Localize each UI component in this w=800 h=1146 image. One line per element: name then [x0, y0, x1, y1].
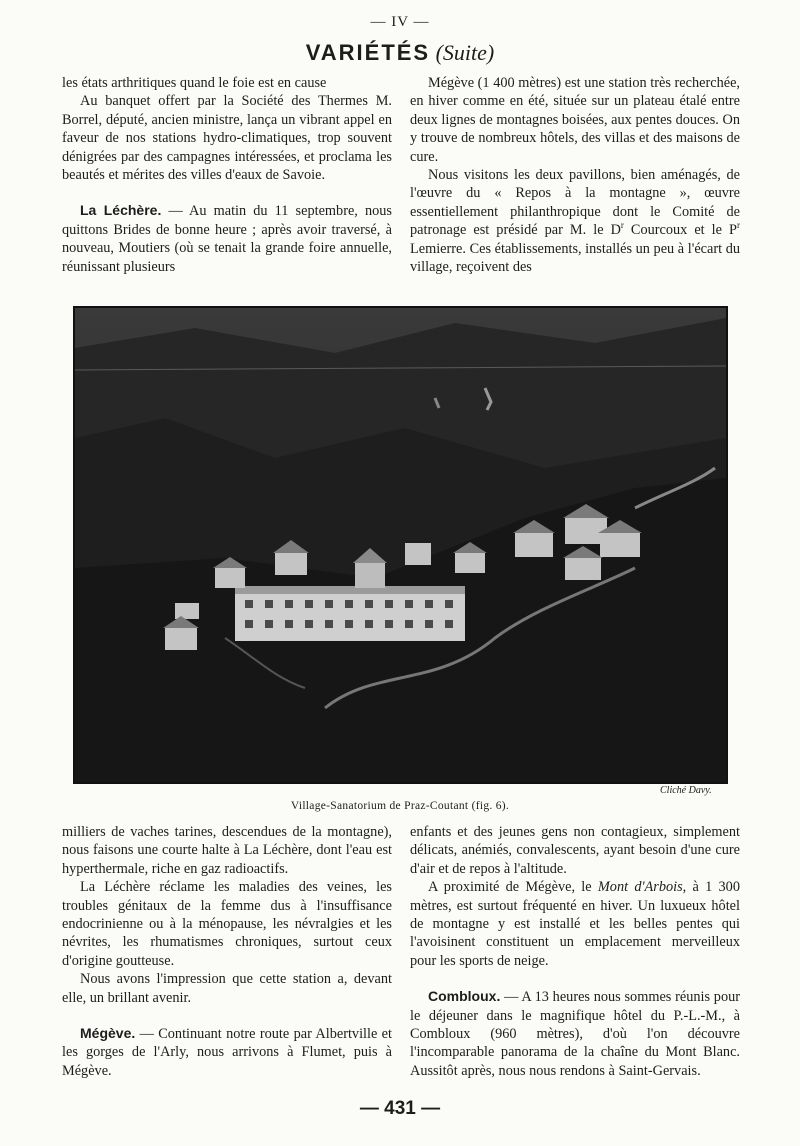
- paragraph: enfants et des jeunes gens non contagieux, simplement délicats, anémiés, convalescents, ayant besoin d'une cure d'air et de repos à l'altitude.: [410, 824, 740, 877]
- paragraph-text: A proximité de Mégève, le: [428, 879, 598, 896]
- paragraph-text: Courcoux et le P: [623, 222, 737, 239]
- paragraph-text: Lemierre. Ces établissements, installés un peu à l'écart du village, reçoivent des: [410, 240, 740, 276]
- title-suite: (Suite): [435, 40, 495, 65]
- paragraph: [62, 1024, 392, 1080]
- paragraph: milliers de vaches tarines, descendues de la montagne), nous faisons une courte halte à La Léchère, dont l'eau est hyperthermale, riche en gaz radioactifs.: [62, 824, 392, 877]
- paragraph: [410, 878, 740, 970]
- page-number-footer: — 431 —: [359, 1098, 441, 1119]
- section-heading-combloux: Combloux.: [428, 988, 501, 1005]
- paragraph: [410, 987, 740, 1080]
- section-heading-megeve: Mégève.: [80, 1025, 136, 1042]
- paragraph-text: Nous visitons les deux pavillons, bien aménagés, de l'œuvre du « Repos à la montagne », œuvre essentiellement philanthropique dont le Comité de patronage est présidé par M. le D: [410, 167, 740, 239]
- paragraph: [62, 201, 392, 276]
- column-top-right: [410, 74, 740, 276]
- place-name: Mont d'Arbois: [597, 879, 683, 896]
- column-bottom-left: [62, 823, 392, 1080]
- paragraph-text: — Au matin du 11 septembre, nous quittons Brides de bonne heure ; après avoir traversé, à nouveau, Moutiers (où se tenait la grande foire annuelle, réunissant plusieurs: [62, 203, 392, 275]
- paragraph: les états arthritiques quand le foie est en cause: [62, 75, 327, 91]
- paragraph: Mégève (1 400 mètres) est une station très recherchée, en hiver comme en été, située sur un plateau étalé entre deux lignes de montagnes boisées, aux pentes douces. On y trouve de nombreux hôtels, des villas et des maisons de cure.: [410, 75, 740, 165]
- paragraph: [410, 166, 740, 276]
- superscript: r: [736, 220, 740, 231]
- paragraph-text: , à 1 300 mètres, est surtout fréquenté en hiver. Un luxueux hôtel de montagne y est installé et les belles pentes qui l'avoisinent constituent un emplacement merveilleux pour les sports de neige.: [410, 879, 740, 969]
- photo-illustration: [75, 308, 726, 782]
- section-heading-la-lechere: La Léchère.: [80, 202, 162, 219]
- column-top-left: [62, 74, 392, 276]
- figure-caption: Village-Sanatorium de Praz-Coutant (fig. 6).: [290, 800, 510, 812]
- photo-village-sanatorium: [73, 306, 728, 784]
- superscript: r: [620, 220, 624, 231]
- photo-credit: Cliché Davy.: [660, 785, 712, 796]
- title-main: VARIÉTÉS: [305, 40, 431, 65]
- paragraph: Au banquet offert par la Société des Thermes M. Borrel, député, ancien ministre, lança un vibrant appel en faveur de nos stations hydro-climatiques, trop souvent dénigrées par des campagnes intéressées, et proclama les beautés et mérites des villes d'eaux de Savoie.: [62, 93, 392, 184]
- paragraph: La Léchère réclame les maladies des veines, les troubles génitaux de la femme dus à l'insuffisance endocrinienne ou à la ménopause, les névralgies et les névrites, les rhumatismes chroniques, surtout ceux d'origine goutteuse.: [62, 879, 392, 969]
- paragraph-text: — A 13 heures nous sommes réunis pour le déjeuner dans le magnifique hôtel du P.-L.-M., à Combloux (960 mètres), d'où l'on découvre l'incomparable panorama de la chaîne du Mont Blanc. Aussitôt après, nous nous rendons à Saint-Gervais.: [410, 989, 740, 1079]
- paragraph-text: — Continuant notre route par Albertville et les gorges de l'Arly, nous arrivons à Flumet, puis à Mégève.: [62, 1026, 392, 1079]
- paragraph: Nous avons l'impression que cette station a, devant elle, un brillant avenir.: [62, 971, 392, 1006]
- page-number-top: — IV —: [370, 14, 430, 30]
- page-title: [0, 40, 800, 66]
- column-bottom-right: [410, 823, 740, 1080]
